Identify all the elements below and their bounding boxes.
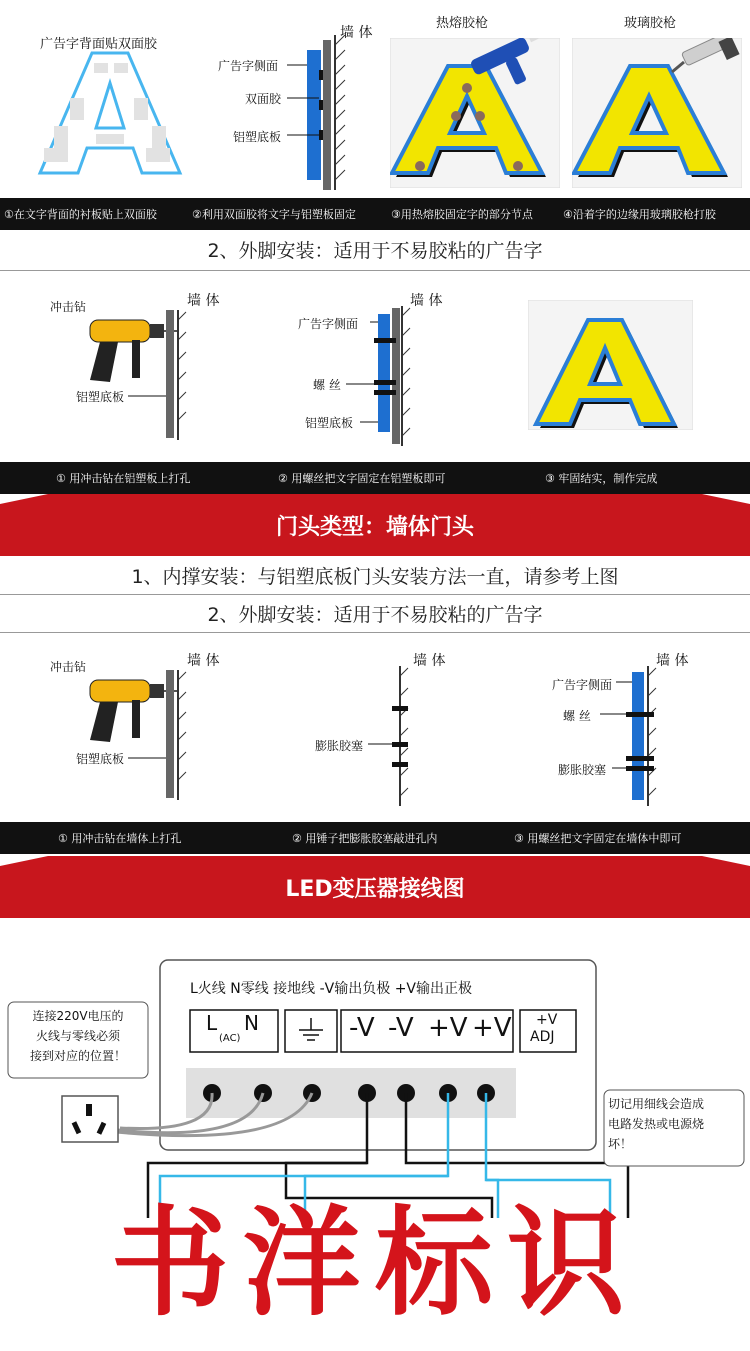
steps-bar-3: [0, 822, 750, 854]
terminal-adj-2: ADJ: [530, 1029, 555, 1045]
terminal-AC: (AC): [219, 1033, 241, 1044]
label-plug-2: 膨胀胶塞: [558, 763, 607, 777]
divider-1: [0, 270, 750, 271]
finished-letter-illustration: [528, 300, 693, 430]
banner-title-2: LED变压器接线图: [285, 877, 465, 902]
brand-watermark: 书洋标识: [110, 1194, 639, 1332]
label-wall-2: 墙 体: [187, 293, 220, 309]
terminal-neg-1: -V: [349, 1013, 375, 1043]
label-screw-2: 螺 丝: [563, 709, 591, 723]
steps-bar-1: [0, 198, 750, 230]
glass-glue-illustration: [572, 38, 742, 188]
label-drill-2: 冲击钻: [50, 660, 87, 674]
heading-feet-2: 2、外脚安装：适用于不易胶粘的广告字: [207, 604, 543, 626]
steps-bar-2: [0, 462, 750, 494]
label-board-3: 铝塑底板: [305, 416, 354, 430]
terminal-pos-2: +V: [472, 1013, 512, 1043]
letter-back-illustration: [30, 48, 190, 178]
impact-drill-icon: [90, 320, 178, 382]
note-220v: 连接220V电压的 火线与零线必须 接到对应的位置！: [29, 1009, 126, 1063]
terminal-neg-2: -V: [388, 1013, 414, 1043]
step-3-2: ② 用锤子把膨胀胶塞敲进孔内: [292, 832, 438, 845]
terminal-adj-1: +V: [536, 1012, 558, 1028]
banner-title-1: 门头类型：墙体门头: [275, 515, 474, 540]
label-wall-6: 墙 体: [656, 653, 689, 669]
drill-diagram-2: [70, 660, 210, 810]
terminal-L: L: [206, 1011, 218, 1035]
label-wall-4: 墙 体: [187, 653, 220, 669]
label-glass-glue: 玻璃胶枪: [624, 16, 677, 31]
hot-glue-illustration: [390, 38, 560, 188]
banner-led-wiring: [0, 856, 750, 918]
divider-2: [0, 594, 750, 595]
note-thin-wire: 切记用细线会造成 电路发热或电源烧 坏！: [608, 1097, 705, 1151]
step-1-2: ②利用双面胶将文字与铝塑板固定: [192, 208, 356, 221]
heading-feet-1: 2、外脚安装：适用于不易胶粘的广告字: [207, 240, 543, 262]
label-drill-1: 冲击钻: [50, 300, 87, 314]
impact-drill-icon: [90, 680, 178, 742]
step-2-2: ② 用螺丝把文字固定在铝塑板即可: [278, 472, 446, 485]
banner-wall-door: [0, 494, 750, 556]
label-back-tape: 广告字背面贴双面胶: [40, 37, 158, 52]
side-view-diagram-1: [195, 20, 385, 195]
terminal-N: N: [244, 1011, 259, 1035]
label-board-2: 铝塑底板: [76, 390, 125, 404]
heading-inner-support: 1、内撑安装：与铝塑底板门头安装方法一直，请参考上图: [131, 566, 619, 588]
plug-diagram: [300, 660, 420, 810]
drill-diagram-1: [70, 300, 210, 450]
step-1-1: ①在文字背面的衬板贴上双面胶: [4, 208, 157, 221]
label-hot-glue: 热熔胶枪: [436, 16, 489, 31]
label-screw-1: 螺 丝: [313, 378, 341, 392]
label-wall-3: 墙 体: [410, 293, 443, 309]
label-side-1: 广告字侧面: [218, 59, 279, 73]
terminal-pos-1: +V: [428, 1013, 468, 1043]
label-tape: 双面胶: [245, 92, 282, 106]
label-plug-1: 膨胀胶塞: [315, 739, 364, 753]
label-wall-5: 墙 体: [413, 653, 446, 669]
label-board-4: 铝塑底板: [76, 752, 125, 766]
label-side-3: 广告字侧面: [552, 678, 613, 692]
label-wall-1: 墙 体: [340, 25, 373, 41]
step-2-1: ① 用冲击钻在铝塑板上打孔: [56, 472, 191, 485]
label-board-1: 铝塑底板: [233, 130, 282, 144]
step-1-3: ③用热熔胶固定字的部分节点: [391, 208, 533, 221]
step-1-4: ④沿着字的边缘用玻璃胶枪打胶: [563, 208, 716, 221]
step-3-3: ③ 用螺丝把文字固定在墙体中即可: [514, 832, 682, 845]
terminal-header: L火线 N零线 接地线 -V输出负极 +V输出正极: [190, 981, 473, 997]
step-3-1: ① 用冲击钻在墙体上打孔: [58, 832, 182, 845]
divider-3: [0, 632, 750, 633]
step-2-3: ③ 牢固结实，制作完成: [545, 472, 658, 485]
label-side-2: 广告字侧面: [298, 317, 359, 331]
